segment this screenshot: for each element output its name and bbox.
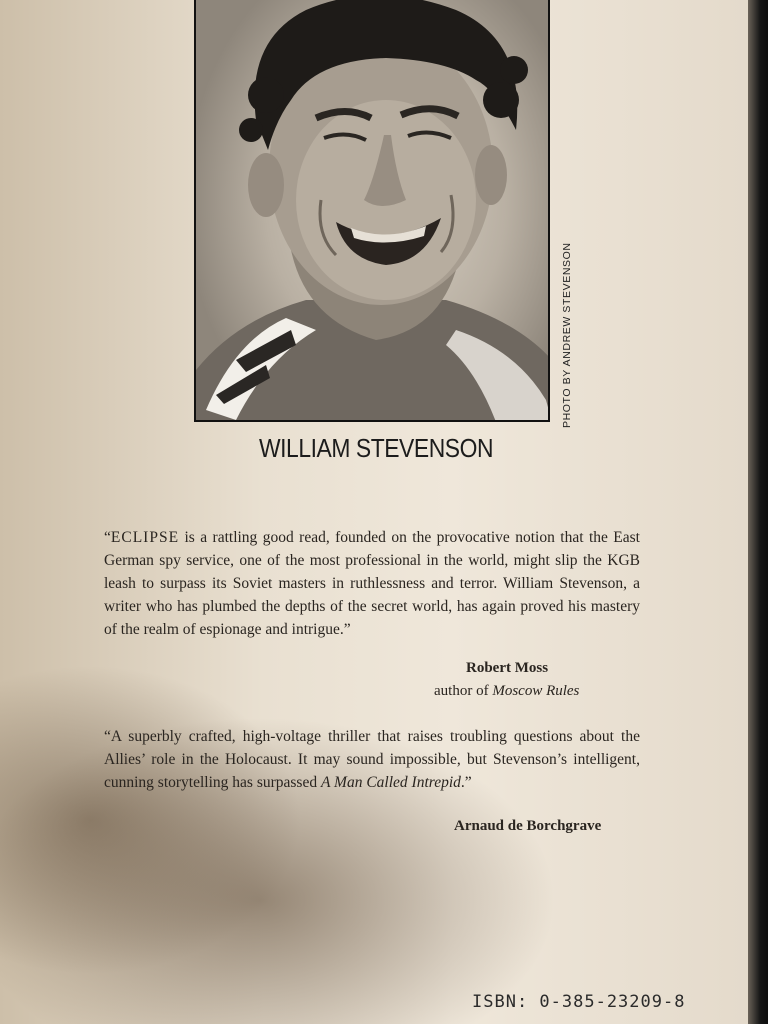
attribution-role-prefix: author of	[434, 683, 493, 699]
quote-text: “A superbly crafted, high-voltage thriller that raises troubling questions about the Allies’ role in the Holocaust. It may sound impossible, but Stevenson’s intelligent, cunning storytelling has surpassed	[104, 728, 640, 791]
quote-close-mark: .”	[460, 774, 472, 791]
quote-open-mark: “	[104, 529, 111, 546]
quote-text: is a rattling good read, founded on the provocative notion that the East German spy service, one of the most professional in the world, might slip the KGB leash to surpass its Soviet masters in ruthlessness and terror. William Stevenson, a writer who has plumbed the depths of the secret world, has again proved his mastery of the realm of espionage and intrigue.”	[104, 529, 640, 638]
quote-attribution-name: Arnaud de Borchgrave	[454, 818, 602, 834]
book-spine-edge	[748, 0, 768, 1024]
quote-attribution-role	[434, 683, 579, 700]
review-quote	[104, 526, 640, 641]
author-name: WILLIAM STEVENSON	[258, 433, 494, 463]
quote-attribution-name: Robert Moss	[466, 660, 549, 676]
author-photo	[194, 0, 550, 422]
book-title: ECLIPSE	[110, 529, 180, 546]
attribution-role-book-title: Moscow Rules	[492, 683, 580, 699]
author-portrait-image	[196, 0, 550, 422]
isbn: ISBN: 0-385-23209-8	[472, 992, 686, 1012]
review-quote	[104, 725, 640, 794]
photo-credit: PHOTO BY ANDREW STEVENSON	[561, 242, 573, 428]
book-title: A Man Called Intrepid	[320, 774, 461, 791]
